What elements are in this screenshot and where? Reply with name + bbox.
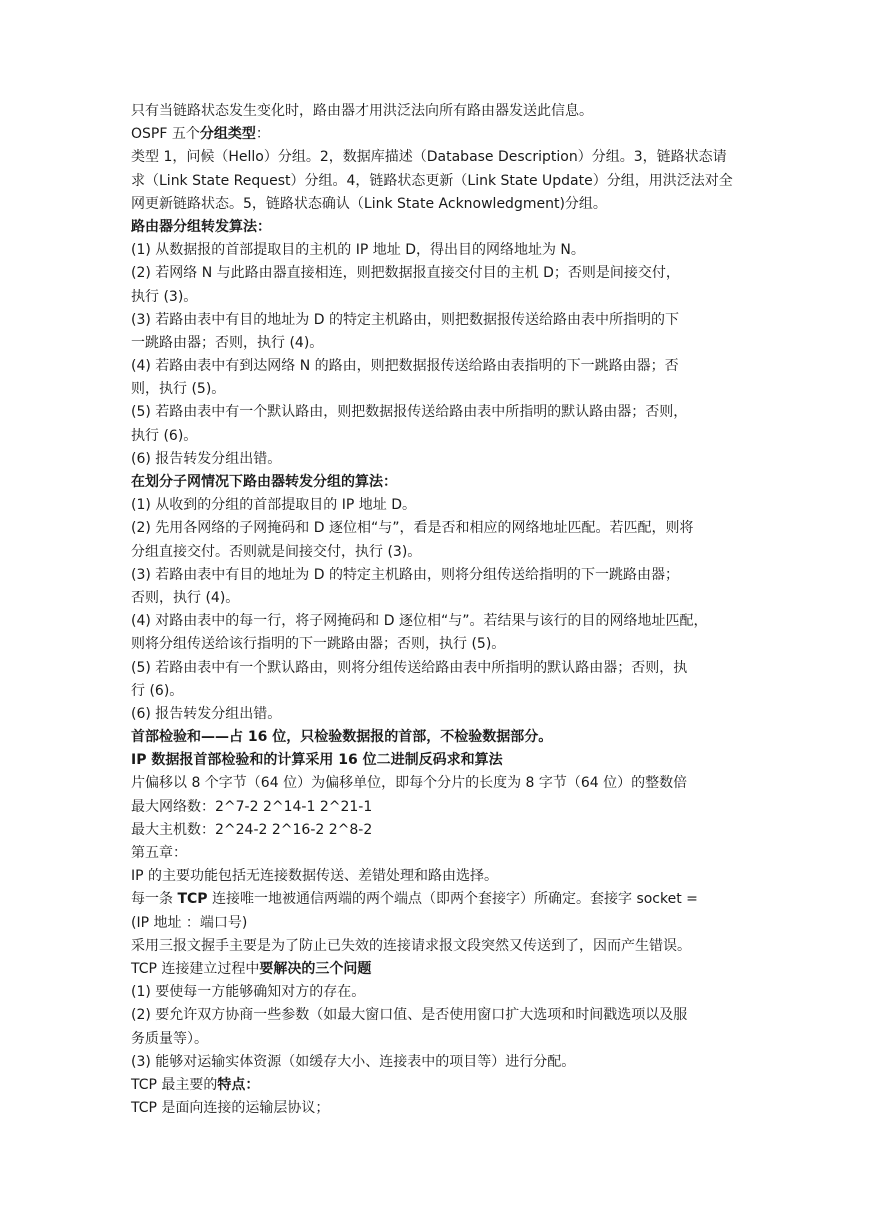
text-line bbox=[131, 564, 746, 587]
text-line bbox=[131, 1051, 746, 1074]
text-run: 最大网络数：2^7-2 2^14-1 2^21-1 bbox=[131, 798, 373, 815]
text-run: 则，执行 (5)。 bbox=[131, 381, 226, 398]
text-run: 执行 (6)。 bbox=[131, 427, 198, 444]
text-line bbox=[131, 772, 746, 795]
text-line bbox=[131, 146, 746, 169]
text-line bbox=[131, 123, 746, 146]
text-run: 采用三报文握手主要是为了防止已失效的连接请求报文段突然又传送到了，因而产生错误。 bbox=[131, 937, 691, 954]
text-run: (6) 报告转发分组出错。 bbox=[131, 705, 282, 722]
text-run: (2) 要允许双方协商一些参数（如最大窗口值、是否使用窗口扩大选项和时间戳选项以及服 bbox=[131, 1007, 688, 1024]
text-run: (IP 地址 ：端口号) bbox=[131, 914, 248, 931]
text-run: (2) 先用各网络的子网掩码和 D 逐位相“与”，看是否和相应的网络地址匹配。若匹配，则将 bbox=[131, 520, 694, 537]
text-line bbox=[131, 378, 746, 401]
text-run: (5) 若路由表中有一个默认路由，则将分组传送给路由表中所指明的默认路由器；否则，执 bbox=[131, 659, 688, 676]
text-line bbox=[131, 819, 746, 842]
text-line bbox=[131, 425, 746, 448]
text-run: 务质量等）。 bbox=[131, 1030, 208, 1047]
text-line bbox=[131, 448, 746, 471]
text-line bbox=[131, 309, 746, 332]
text-line bbox=[131, 355, 746, 378]
text-line bbox=[131, 842, 746, 865]
document-body bbox=[131, 100, 746, 1120]
text-run: (1) 从数据报的首部提取目的主机的 IP 地址 D，得出目的网络地址为 N。 bbox=[131, 242, 585, 259]
text-run: 求（Link State Request）分组。4，链路状态更新（Link State Update）分组，用洪泛法对全 bbox=[131, 172, 733, 189]
text-run: 连接唯一地被通信两端的两个端点（即两个套接字）所确定。套接字 socket = bbox=[207, 891, 698, 908]
text-line bbox=[131, 912, 746, 935]
text-run: 最大主机数：2^24-2 2^16-2 2^8-2 bbox=[131, 821, 373, 838]
text-run: 第五章： bbox=[131, 845, 187, 861]
text-run: 执行 (3)。 bbox=[131, 288, 198, 305]
text-line bbox=[131, 193, 746, 216]
text-run: IP 数据报首部检验和的计算采用 16 位二进制反码求和算法 bbox=[131, 752, 503, 769]
text-run: (6) 报告转发分组出错。 bbox=[131, 450, 282, 467]
text-line bbox=[131, 170, 746, 193]
text-run: (3) 若路由表中有目的地址为 D 的特定主机路由，则把数据报传送给路由表中所指明的下 bbox=[131, 311, 679, 328]
text-run: (3) 若路由表中有目的地址为 D 的特定主机路由，则将分组传送给指明的下一跳路由器； bbox=[131, 566, 679, 583]
text-line bbox=[131, 1097, 746, 1120]
text-line bbox=[131, 958, 746, 981]
text-run: 否则，执行 (4)。 bbox=[131, 589, 240, 606]
text-line bbox=[131, 703, 746, 726]
text-line bbox=[131, 401, 746, 424]
text-line bbox=[131, 680, 746, 703]
text-run: 片偏移以 8 个字节（64 位）为偏移单位，即每个分片的长度为 8 字节（64 位）的整数倍 bbox=[131, 775, 688, 792]
text-run: TCP bbox=[177, 891, 208, 908]
text-line bbox=[131, 471, 746, 494]
text-run: 要解决的三个问题 bbox=[259, 960, 372, 977]
text-line bbox=[131, 517, 746, 540]
text-line bbox=[131, 935, 746, 958]
text-line bbox=[131, 657, 746, 680]
text-run: OSPF 五个 bbox=[131, 126, 200, 143]
text-line bbox=[131, 1074, 746, 1097]
text-run: ： bbox=[255, 126, 270, 143]
text-run: (2) 若网络 N 与此路由器直接相连，则把数据报直接交付目的主机 D；否则是间接交付， bbox=[131, 265, 680, 282]
text-run: 分组类型 bbox=[199, 126, 256, 143]
text-line bbox=[131, 888, 746, 911]
text-run: (5) 若路由表中有一个默认路由，则把数据报传送给路由表中所指明的默认路由器；否则， bbox=[131, 404, 688, 421]
text-run: 类型 1，问候（Hello）分组。2，数据库描述（Database Description）分组。3，链路状态请 bbox=[131, 149, 727, 166]
text-line bbox=[131, 216, 746, 239]
text-line bbox=[131, 749, 746, 772]
text-line bbox=[131, 1004, 746, 1027]
text-run: (3) 能够对运输实体资源（如缓存大小、连接表中的项目等）进行分配。 bbox=[131, 1053, 576, 1070]
text-run: 一跳路由器；否则，执行 (4)。 bbox=[131, 334, 324, 351]
text-run: (4) 若路由表中有到达网络 N 的路由，则把数据报传送给路由表指明的下一跳路由器；否 bbox=[131, 358, 679, 375]
text-line bbox=[131, 239, 746, 262]
text-run: 首部检验和——占 16 位，只检验数据报的首部，不检验数据部分。 bbox=[131, 729, 553, 746]
text-line bbox=[131, 262, 746, 285]
text-run: 则将分组传送给该行指明的下一跳路由器；否则，执行 (5)。 bbox=[131, 636, 506, 653]
text-run: 每一条 bbox=[131, 891, 178, 908]
text-run: 分组直接交付。否则就是间接交付，执行 (3)。 bbox=[131, 543, 422, 560]
text-run: TCP 最主要的 bbox=[131, 1076, 218, 1093]
text-run: TCP 是面向连接的运输层协议； bbox=[131, 1100, 330, 1117]
text-run: 路由器分组转发算法： bbox=[131, 218, 271, 235]
text-line bbox=[131, 633, 746, 656]
text-run: TCP 连接建立过程中 bbox=[131, 960, 260, 977]
text-line bbox=[131, 587, 746, 610]
text-line bbox=[131, 541, 746, 564]
text-line bbox=[131, 332, 746, 355]
text-line bbox=[131, 286, 746, 309]
text-line bbox=[131, 726, 746, 749]
text-line bbox=[131, 494, 746, 517]
text-line bbox=[131, 981, 746, 1004]
text-line bbox=[131, 1028, 746, 1051]
text-run: (1) 从收到的分组的首部提取目的 IP 地址 D。 bbox=[131, 497, 416, 514]
text-run: 网更新链路状态。5，链路状态确认（Link State Acknowledgment)分组。 bbox=[131, 195, 607, 212]
text-run: (4) 对路由表中的每一行，将子网掩码和 D 逐位相“与”。若结果与该行的目的网络地址匹配， bbox=[131, 613, 708, 630]
text-run: 在划分子网情况下路由器转发分组的算法： bbox=[131, 474, 397, 490]
text-run: 行 (6)。 bbox=[131, 682, 184, 699]
text-line bbox=[131, 610, 746, 633]
text-run: IP 的主要功能包括无连接数据传送、差错处理和路由选择。 bbox=[131, 868, 499, 885]
text-run: 只有当链路状态发生变化时，路由器才用洪泛法向所有路由器发送此信息。 bbox=[131, 103, 593, 119]
text-line bbox=[131, 100, 746, 123]
text-run: (1) 要使每一方能够确知对方的存在。 bbox=[131, 984, 366, 1001]
text-run: 特点： bbox=[217, 1076, 260, 1093]
text-line bbox=[131, 796, 746, 819]
text-line bbox=[131, 865, 746, 888]
